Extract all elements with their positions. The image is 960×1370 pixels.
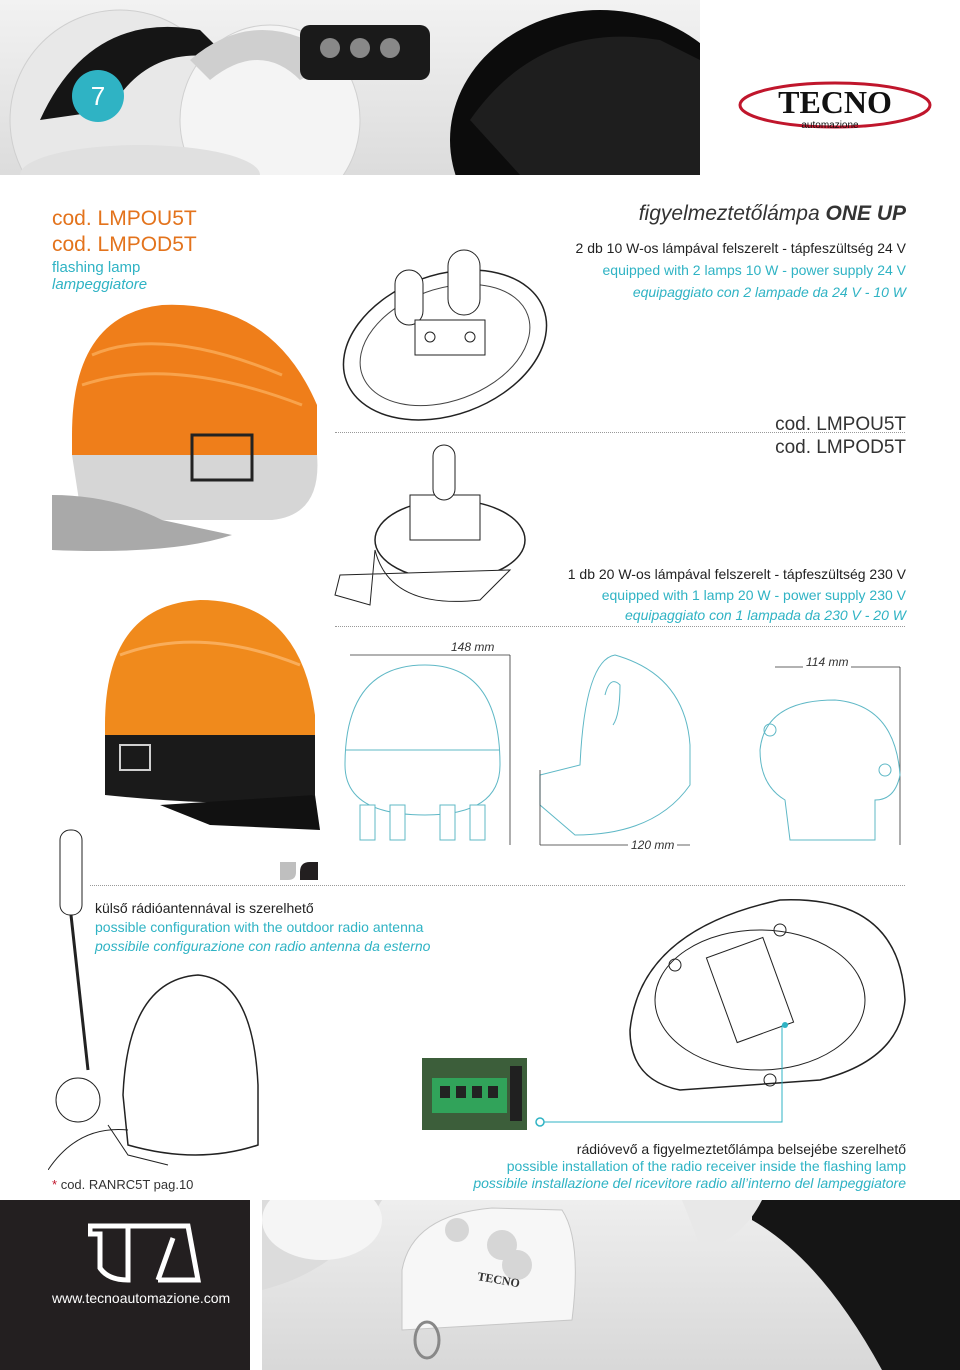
reference-code — [52, 1177, 193, 1192]
receiver-board-photo — [422, 1058, 527, 1130]
antenna-it: possibile configurazione con radio antenna da esterno — [95, 938, 431, 954]
dim-depth: 114 mm — [803, 655, 851, 669]
reference-star: * — [52, 1177, 58, 1192]
spec24-en: equipped with 2 lamps 10 W - power supply 24 V — [602, 262, 906, 278]
title-model: ONE UP — [825, 202, 906, 225]
reference-text: cod. RANRC5T pag.10 — [60, 1177, 194, 1192]
website-link[interactable]: www.tecnoautomazione.com — [52, 1290, 231, 1306]
mid-code-2: cod. LMPOD5T — [775, 437, 906, 458]
leaf-decor-icon — [278, 860, 320, 882]
tecno-logo — [710, 0, 960, 175]
title-hu: figyelmeztetőlámpa — [638, 202, 820, 225]
receiver-en: possible installation of the radio receiver inside the flashing lamp — [506, 1158, 906, 1174]
brand-logo-box — [710, 0, 960, 175]
antenna-hu: külső rádióantennával is szerelhető — [95, 900, 314, 916]
footer-photo — [262, 1200, 960, 1370]
dim-height: 148 mm — [448, 640, 497, 654]
spec230-it: equipaggiato con 1 lampada da 230 V - 20 W — [625, 607, 906, 623]
page-number: 7 — [90, 80, 106, 111]
remote-control-photo — [262, 1200, 960, 1370]
logo-sub: automazione — [801, 120, 859, 131]
antenna-lamp-drawing — [48, 825, 268, 1170]
spec230-hu: 1 db 20 W-os lámpával felszerelt - tápfeszültség 230 V — [567, 566, 906, 582]
ta-logo-icon — [88, 1218, 208, 1288]
spec24-hu: 2 db 10 W-os lámpával felszerelt - tápfeszültség 24 V — [575, 240, 906, 256]
subtitle-it: lampeggiatore — [52, 276, 148, 293]
receiver-it: possibile installazione del ricevitore radio all’interno del lampeggiatore — [473, 1175, 906, 1191]
interior-230v-drawing — [330, 440, 540, 625]
antenna-en: possible configuration with the outdoor radio antenna — [95, 919, 424, 935]
interior-24v-drawing — [330, 235, 560, 425]
product-code-1: cod. LMPOU5T — [52, 207, 197, 230]
callout-line — [532, 1020, 792, 1130]
dim-width: 120 mm — [628, 838, 677, 852]
product-code-2: cod. LMPOD5T — [52, 233, 197, 256]
divider-2 — [335, 626, 905, 627]
subtitle-en: flashing lamp — [52, 259, 141, 276]
spec24-it: equipaggiato con 2 lampade da 24 V - 10 W — [632, 284, 906, 300]
receiver-hu: rádióvevő a figyelmeztetőlámpa belsejébe szerelhető — [576, 1141, 906, 1157]
product-title — [639, 202, 906, 226]
mid-code-1: cod. LMPOU5T — [775, 414, 906, 435]
logo-text: TECNO — [778, 84, 892, 120]
footer-brand-panel — [0, 1200, 250, 1370]
spec230-en: equipped with 1 lamp 20 W - power supply 230 V — [601, 587, 906, 603]
orange-white-lamp-photo — [52, 295, 332, 560]
remote-brand-text: TECNO — [476, 1269, 521, 1291]
orange-black-lamp-photo — [100, 595, 320, 835]
page-number-badge — [72, 70, 124, 122]
